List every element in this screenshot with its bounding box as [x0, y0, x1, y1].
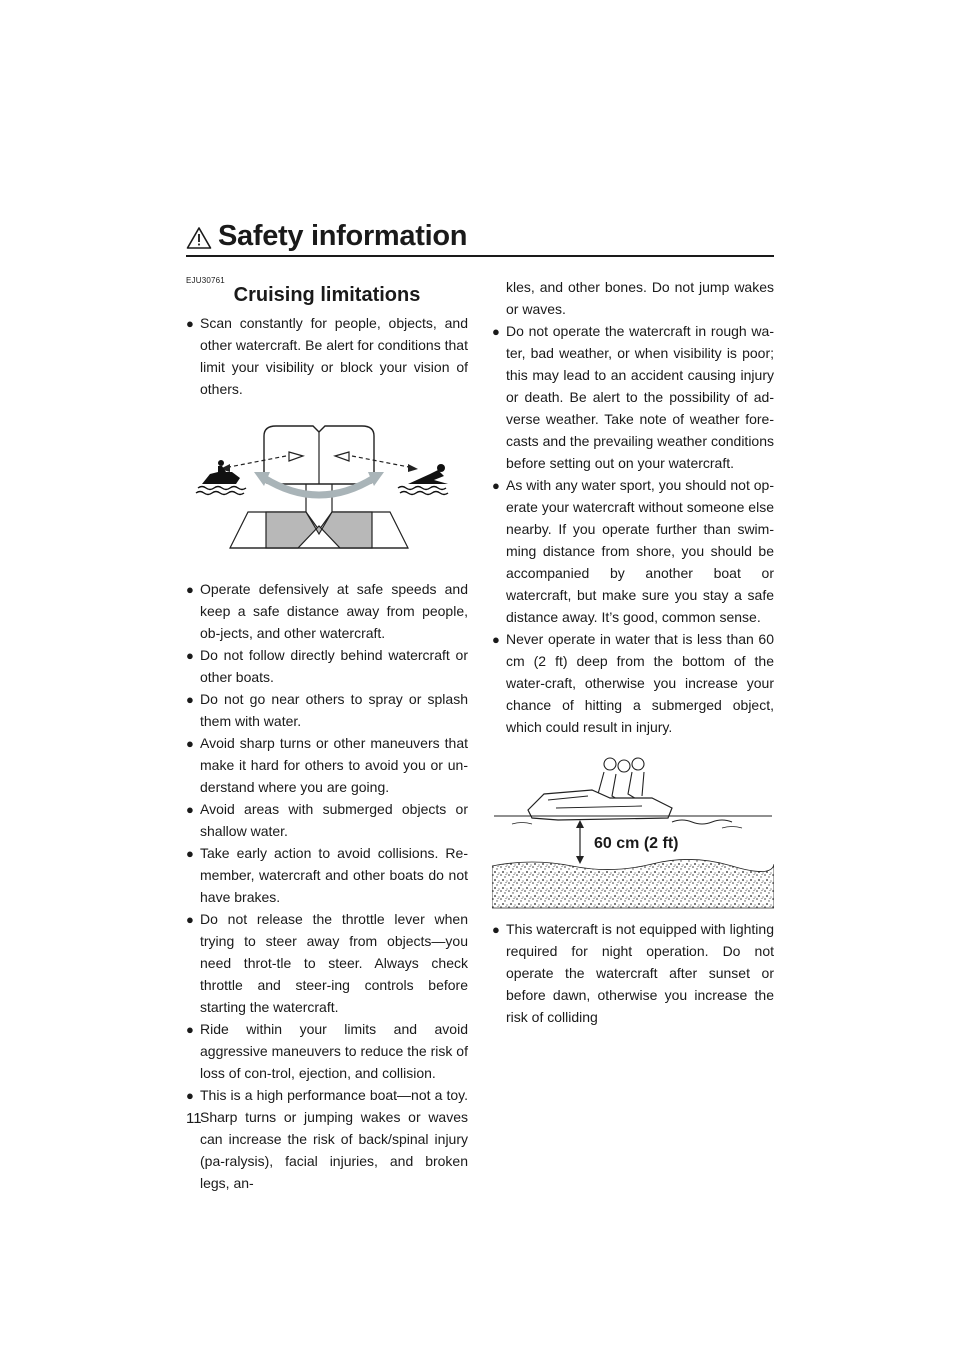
visibility-scan-illustration: [186, 400, 468, 578]
bullet-icon: ●: [186, 736, 194, 751]
bullet-icon: ●: [186, 648, 194, 663]
list-item: ● Do not release the throttle lever when trying to steer away from objects—you need throt-tle to steer. Always check throttle and steer-ing controls before starting the watercraft.: [186, 911, 468, 1015]
bullet-list: [186, 312, 468, 400]
right-column: [492, 276, 774, 1028]
bullet-list: [492, 918, 774, 1028]
list-item: ● Do not follow directly behind watercraft or other boats.: [186, 647, 468, 685]
page-header: [186, 222, 774, 258]
water-depth-illustration: [492, 738, 774, 918]
header-rule: [186, 255, 774, 257]
bullet-icon: ●: [492, 922, 500, 937]
bullet-icon: ●: [186, 1022, 194, 1037]
bullet-list: [186, 578, 468, 1194]
list-item: ● Never operate in water that is less than 60 cm (2 ft) deep from the bottom of the water-craft, otherwise you increase your chance of hitting a submerged object, which could result in injury.: [492, 631, 774, 735]
section-title: Cruising limitations: [233, 284, 421, 306]
page-number: 11: [186, 1110, 202, 1127]
list-item: ● This is a high performance boat—not a toy. Sharp turns or jumping wakes or waves can increase the risk of back/spinal injury (pa-ralysis), facial injuries, and broken legs, an-: [186, 1087, 468, 1191]
list-item: ● Take early action to avoid collisions. Re-member, watercraft and other boats do not have brakes.: [186, 845, 468, 905]
depth-label: 60 cm (2 ft): [594, 835, 679, 852]
page-title: Safety information: [218, 220, 468, 252]
continued-paragraph: kles, and other bones. Do not jump wakes or waves.: [506, 279, 774, 317]
bullet-icon: ●: [186, 912, 194, 927]
list-item: ● This watercraft is not equipped with lighting required for night operation. Do not operate the watercraft after sunset or before dawn, otherwise you increase the risk of colliding: [492, 921, 774, 1025]
list-item: ● Ride within your limits and avoid aggressive maneuvers to reduce the risk of loss of con-trol, ejection, and collision.: [186, 1021, 468, 1081]
list-item: ● As with any water sport, you should not op-erate your watercraft without someone else nearby. If you operate further than swim-ming distance from shore, you should be accompanied by another boat or watercraft, but make sure you stay a safe distance away. It’s good, common sense.: [492, 477, 774, 625]
list-item: ● Avoid sharp turns or other maneuvers that make it hard for others to avoid you or un-derstand where you are going.: [186, 735, 468, 795]
warning-triangle-icon: [186, 226, 212, 250]
bullet-icon: ●: [186, 1088, 194, 1103]
list-item: ● Scan constantly for people, objects, and other watercraft. Be alert for conditions that limit your visibility or block your vision of others.: [186, 315, 468, 397]
bullet-icon: ●: [186, 802, 194, 817]
bullet-icon: ●: [186, 692, 194, 707]
bullet-list: [492, 320, 774, 738]
list-item: ● Do not operate the watercraft in rough wa-ter, bad weather, or when visibility is poor; this may lead to an accident causing injury or death. Be alert to the possibility of ad-verse weather. Take note of weather fore-casts and the prevailing weather conditions before setting out on your watercraft.: [492, 323, 774, 471]
bullet-icon: ●: [492, 478, 500, 493]
bullet-icon: ●: [492, 632, 500, 647]
list-item: ● Do not go near others to spray or splash them with water.: [186, 691, 468, 729]
bullet-icon: ●: [186, 316, 194, 331]
list-item: ● Avoid areas with submerged objects or shallow water.: [186, 801, 468, 839]
list-item: ● Operate defensively at safe speeds and keep a safe distance away from people, ob-jects, and other watercraft.: [186, 581, 468, 641]
left-column: [186, 276, 468, 1194]
bullet-icon: ●: [492, 324, 500, 339]
bullet-icon: ●: [186, 846, 194, 861]
section-code: EJU30761: [186, 276, 225, 285]
bullet-icon: ●: [186, 582, 194, 597]
